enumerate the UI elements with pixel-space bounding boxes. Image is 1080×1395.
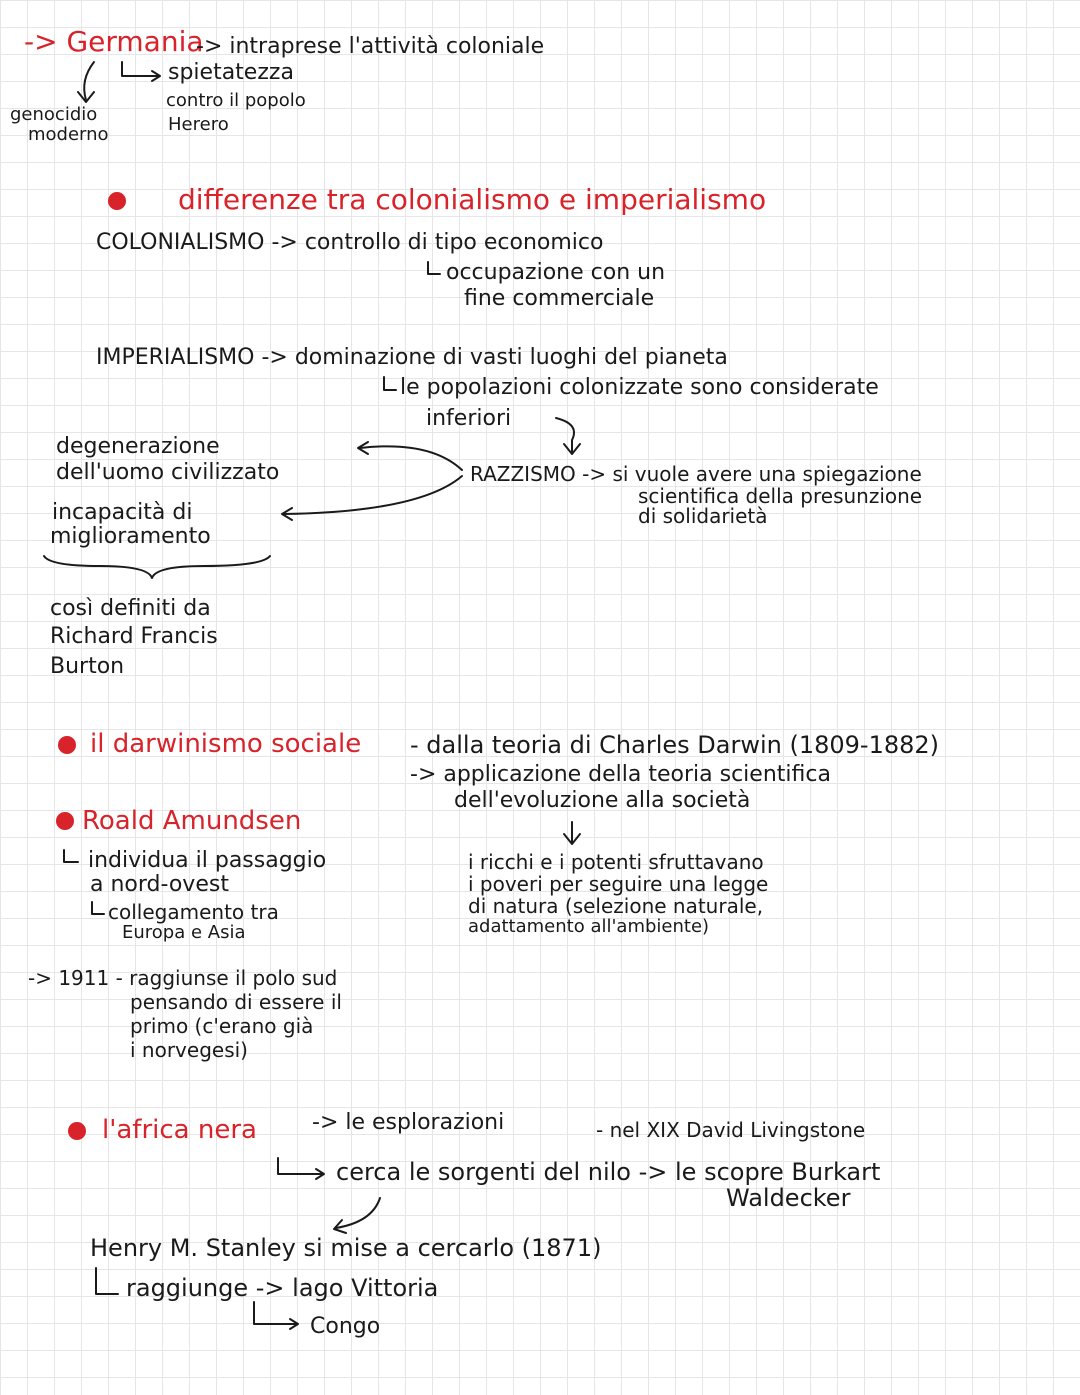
hook-arrow-icon bbox=[384, 377, 396, 390]
darwinismo-line2: -> applicazione della teoria scientifica bbox=[410, 762, 831, 787]
razzismo-line: RAZZISMO -> si vuole avere una spiegazione bbox=[470, 462, 922, 486]
arrow-left-icon bbox=[284, 476, 462, 514]
arrow-head-icon bbox=[564, 834, 580, 844]
amundsen-line4: Europa e Asia bbox=[122, 922, 246, 943]
bullet-dot bbox=[56, 812, 74, 830]
hook-arrow-icon bbox=[254, 1302, 296, 1324]
raggiunge-line: raggiunge -> lago Vittoria bbox=[126, 1274, 439, 1302]
incapacita-text: incapacità di bbox=[52, 500, 193, 525]
bullet-dot bbox=[108, 192, 126, 210]
arrow-head-icon bbox=[290, 1319, 298, 1329]
degenerazione-text: degenerazione bbox=[56, 434, 220, 459]
congo-text: Congo bbox=[310, 1314, 381, 1339]
razzismo-sub3: di solidarietà bbox=[638, 504, 768, 528]
hook-arrow-icon bbox=[64, 850, 78, 862]
razzismo-sub2: scientifica della presunzione bbox=[638, 484, 923, 508]
polo-line2: pensando di essere il bbox=[130, 990, 342, 1014]
differenze-title: differenze tra colonialismo e imperialismo bbox=[178, 183, 767, 216]
herero-name: Herero bbox=[168, 114, 229, 135]
imperialismo-sub1: le popolazioni colonizzate sono considerate bbox=[400, 375, 879, 400]
ricchi-line3: di natura (selezione naturale, bbox=[468, 894, 764, 918]
polo-line4: i norvegesi) bbox=[130, 1038, 248, 1062]
ricchi-line2: i poveri per seguire una legge bbox=[468, 872, 769, 896]
herero-line: contro il popolo bbox=[166, 90, 306, 111]
bullet-dot bbox=[58, 736, 76, 754]
darwinismo-line3: dell'evoluzione alla società bbox=[454, 788, 751, 813]
polo-line3: primo (c'erano già bbox=[130, 1014, 314, 1038]
genocidio-text: genocidio bbox=[10, 104, 98, 125]
stanley-line: Henry M. Stanley si mise a cercarlo (1871) bbox=[90, 1234, 602, 1262]
waldecker-text: Waldecker bbox=[726, 1184, 851, 1212]
arrow-head-icon bbox=[316, 1169, 324, 1179]
arrow-down-icon bbox=[336, 1198, 380, 1228]
arrow-head-icon bbox=[358, 442, 368, 454]
amundsen-line3: collegamento tra bbox=[108, 900, 279, 924]
hook-arrow-icon bbox=[92, 902, 104, 914]
arrow-head-icon bbox=[78, 92, 94, 102]
germania-line: -> intraprese l'attività coloniale bbox=[196, 34, 545, 59]
moderno-text: moderno bbox=[28, 124, 109, 145]
arrow-head-icon bbox=[152, 71, 160, 81]
colonialismo-line: COLONIALISMO -> controllo di tipo economico bbox=[96, 230, 604, 255]
burton-line1: così definiti da bbox=[50, 596, 211, 621]
brace-icon bbox=[44, 556, 270, 578]
cerca-line: cerca le sorgenti del nilo -> le scopre Burkart bbox=[336, 1158, 881, 1186]
polo-line1: -> 1911 - raggiunse il polo sud bbox=[28, 966, 338, 990]
miglioramento-text: miglioramento bbox=[50, 524, 211, 549]
colonialismo-sub2: fine commerciale bbox=[464, 286, 655, 311]
hook-arrow-icon bbox=[96, 1268, 118, 1294]
livingstone-text: - nel XIX David Livingstone bbox=[596, 1118, 866, 1142]
esplorazioni-text: -> le esplorazioni bbox=[312, 1110, 505, 1135]
amundsen-line1: individua il passaggio bbox=[88, 848, 327, 873]
hook-arrow-icon bbox=[428, 262, 440, 274]
amundsen-title: Roald Amundsen bbox=[82, 806, 302, 836]
arrow-head-icon bbox=[282, 508, 292, 520]
bullet-dot bbox=[68, 1122, 86, 1140]
hook-arrow-icon bbox=[278, 1158, 322, 1174]
degenerazione-text2: dell'uomo civilizzato bbox=[56, 460, 280, 485]
germania-heading: -> Germania bbox=[24, 25, 204, 58]
burton-line2: Richard Francis bbox=[50, 624, 218, 649]
imperialismo-line: IMPERIALISMO -> dominazione di vasti luoghi del pianeta bbox=[96, 345, 728, 370]
arrow-down-icon bbox=[84, 62, 94, 100]
imperialismo-sub2: inferiori bbox=[426, 406, 512, 431]
spietatezza-text: spietatezza bbox=[168, 60, 294, 85]
arrow-head-icon bbox=[564, 444, 580, 454]
colonialismo-sub1: occupazione con un bbox=[446, 260, 666, 285]
ricchi-line4: adattamento all'ambiente) bbox=[468, 916, 710, 937]
darwinismo-line1: - dalla teoria di Charles Darwin (1809-1882) bbox=[410, 731, 940, 759]
burton-line3: Burton bbox=[50, 654, 125, 679]
africa-title: l'africa nera bbox=[102, 1115, 257, 1145]
hook-arrow-icon bbox=[122, 62, 158, 76]
arrow-left-icon bbox=[360, 446, 462, 470]
arrow-down-icon bbox=[556, 418, 574, 452]
ricchi-line1: i ricchi e i potenti sfruttavano bbox=[468, 850, 764, 874]
amundsen-line2: a nord-ovest bbox=[90, 872, 229, 897]
darwinismo-title: il darwinismo sociale bbox=[90, 729, 362, 759]
arrow-head-icon bbox=[334, 1220, 346, 1233]
